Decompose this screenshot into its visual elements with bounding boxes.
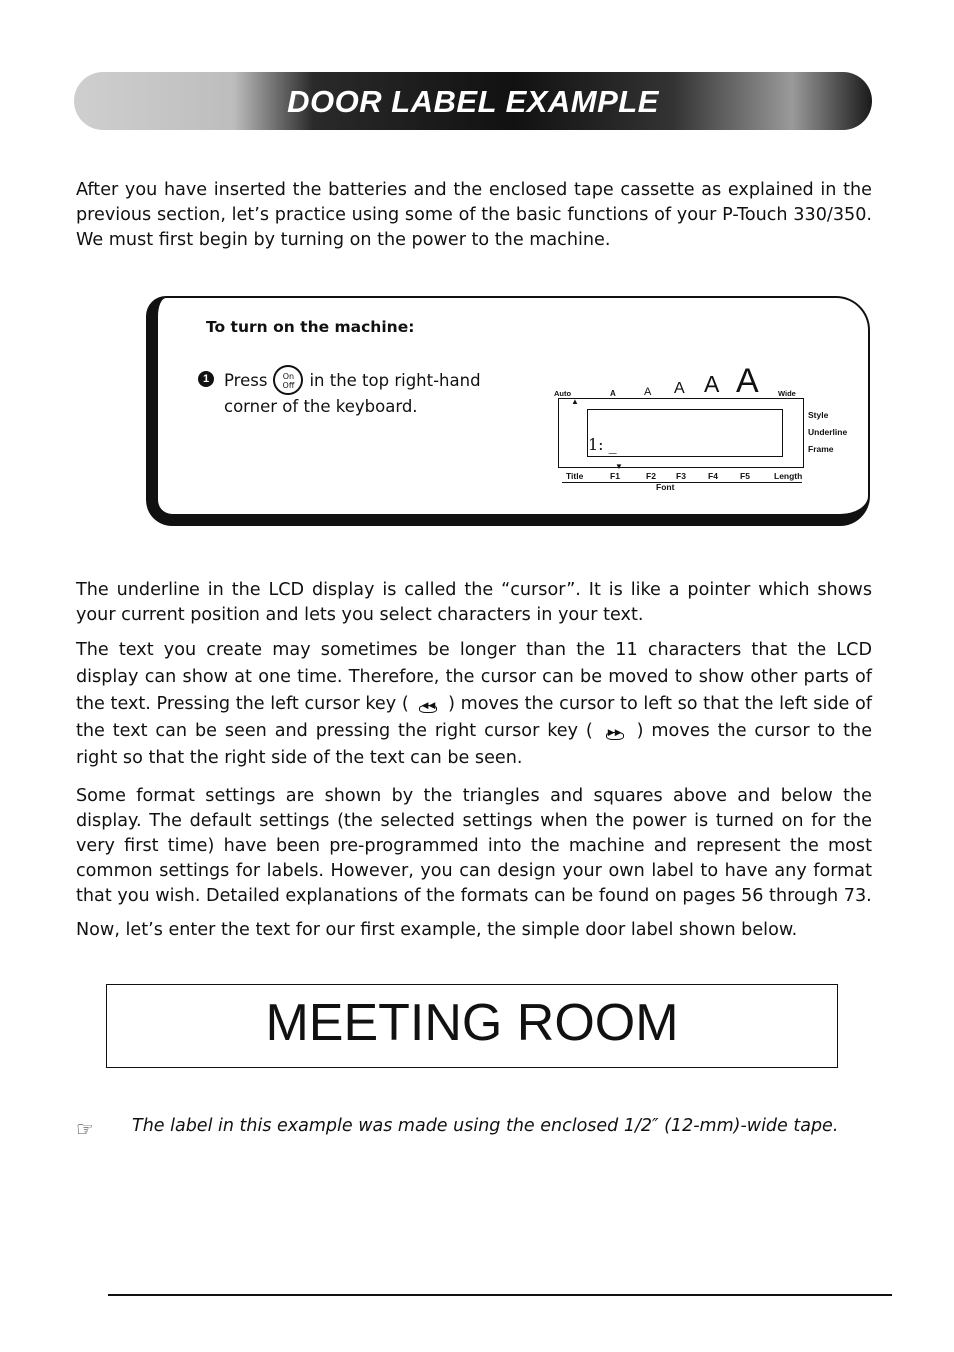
lcd-indicator-size-3: A [674, 380, 685, 397]
lcd-indicator-size-2: A [644, 386, 652, 398]
lcd-indicator-f4: F4 [708, 471, 718, 481]
lcd-display [558, 397, 804, 471]
scroll-text-2: ) moves the cursor to left so that the left side of the text can be seen and pressing the right cursor key ( [76, 694, 872, 741]
section-banner [74, 72, 872, 130]
right-cursor-key-icon [603, 722, 627, 740]
left-cursor-symbol: ◀◀ [421, 701, 436, 711]
lcd-indicator-wide: Wide [778, 389, 796, 398]
right-cursor-symbol: ▶▶ [607, 728, 622, 738]
power-key-icon [273, 365, 303, 395]
lcd-line-number: 1: [588, 435, 604, 454]
lcd-indicator-f2: F2 [646, 471, 656, 481]
step-instruction [224, 365, 534, 419]
step-rest-text: in the top right-hand corner of the keyboard. [224, 371, 481, 416]
lcd-font-label: Font [656, 482, 675, 492]
left-cursor-key-icon [416, 695, 440, 713]
scroll-paragraph [76, 637, 872, 772]
lcd-indicator-size-4: A [704, 371, 720, 397]
lcd-display-text [588, 435, 617, 454]
door-label-text: MEETING ROOM [265, 994, 679, 1052]
scroll-text-3: ) moves the cursor to the right so that the right side of the text can be seen. [76, 721, 873, 768]
lcd-indicator-title: Title [566, 471, 584, 481]
intro-paragraph: After you have inserted the batteries and the enclosed tape cassette as explained in the previous section, let’s practice using some of the basic functions of your P-Touch 330/350. We must first begin by turning on the power to the machine. [76, 180, 872, 250]
step-number-badge: 1 [198, 371, 214, 387]
lcd-bottom-rule [562, 482, 802, 483]
power-key-top: On [282, 372, 295, 381]
lcd-indicator-f1: F1 [610, 471, 620, 481]
lcd-size-indicators [554, 354, 812, 398]
footer-rule [108, 1294, 892, 1296]
pointing-hand-icon: ☞ [76, 1119, 94, 1141]
lcd-arrow-up-icon: ▲ [571, 397, 579, 406]
lcd-indicator-auto: Auto [554, 389, 572, 398]
format-paragraph: Some format settings are shown by the triangles and squares above and below the display. The default settings (the selected settings when the power is turned on for the very first time) have been pre-programmed into the machine and represent the most common settings for labels. However, you can design your own label to have any format that you wish. Detailed explanations of the formats can be found on pages 56 through 73. [76, 786, 872, 906]
lcd-indicator-f3: F3 [676, 471, 686, 481]
procedure-box [146, 296, 870, 526]
lcd-indicator-size-5: A [736, 362, 759, 400]
lcd-indicator-frame: Frame [808, 444, 834, 454]
lcd-indicator-length: Length [774, 471, 803, 481]
now-paragraph: Now, let’s enter the text for our first example, the simple door label shown below. [76, 920, 798, 940]
power-key-bottom: Off [282, 381, 295, 390]
lcd-indicator-underline: Underline [808, 427, 848, 437]
procedure-heading: To turn on the machine: [206, 318, 415, 336]
note-text: The label in this example was made using the enclosed 1/2″ (12-mm)-wide tape. [132, 1116, 839, 1136]
page-title: DOOR LABEL EXAMPLE [287, 84, 659, 119]
lcd-indicator-style: Style [808, 410, 829, 420]
scroll-text-1: The text you create may sometimes be longer than the 11 characters that the LCD display can show at one time. Therefore, the cursor can be moved to show other parts of the text. Pressing the left cursor key ( [76, 640, 872, 714]
door-label-sample [106, 984, 838, 1068]
lcd-indicator-f5: F5 [740, 471, 750, 481]
cursor-paragraph: The underline in the LCD display is called the “cursor”. It is like a pointer which shows your current position and lets you select characters in your text. [76, 580, 872, 625]
lcd-text-area [587, 409, 783, 457]
lcd-indicator-size-1: A [610, 389, 616, 398]
lcd-arrow-down-icon: ▼ [615, 462, 623, 471]
step-press-text: Press [224, 371, 268, 390]
lcd-cursor: _ [608, 435, 617, 454]
